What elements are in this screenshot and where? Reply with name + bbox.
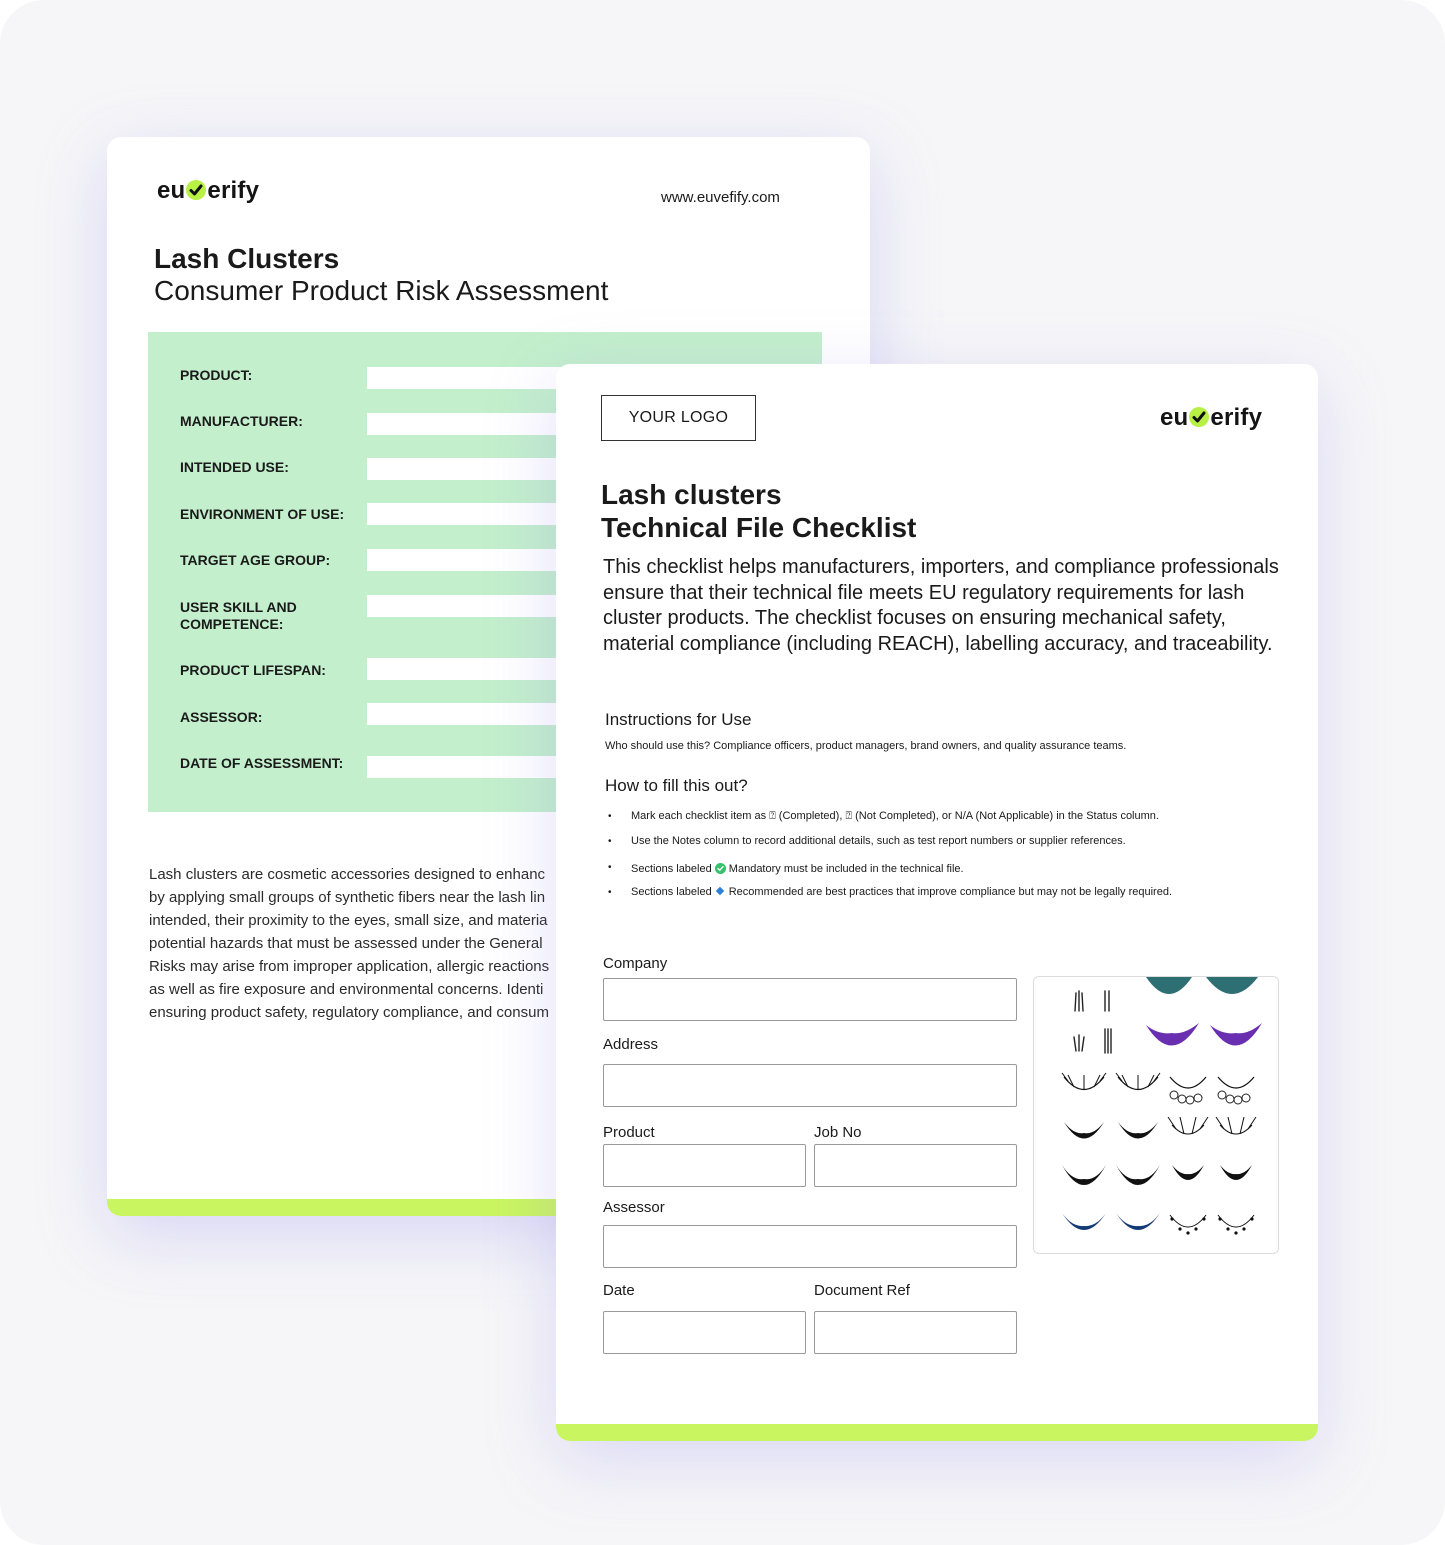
list-item: • Sections labeled Recommended are best practices that improve compliance but may not be legally required. (605, 886, 1285, 911)
check-logo-icon (1189, 407, 1209, 427)
field-label: ENVIRONMENT OF USE: (180, 506, 345, 522)
blue-lash-icon (1062, 1213, 1160, 1230)
document-subtitle: Consumer Product Risk Assessment (154, 275, 609, 306)
intro-paragraph: This checklist helps manufacturers, importers, and compliance professionals ensure that their technical file meets EU regulatory requirements for lash cluster products. The checklist focuses on ensuring mechanical safety, material compliance (including REACH), labelling accuracy, and traceability. (603, 556, 1279, 655)
diamond-icon (715, 887, 723, 895)
document-ref-label: Document Ref (814, 1282, 910, 1299)
date-input[interactable] (603, 1311, 806, 1354)
how-to-list (605, 810, 1285, 911)
check-logo-icon (186, 180, 206, 200)
job-no-input[interactable] (814, 1144, 1017, 1187)
cluster-glyph-icon (1074, 991, 1111, 1053)
list-item: • Mark each checklist item as ⍰ (Completed), ⍰ (Not Completed), or N/A (Not Applicable) in the Status column. (605, 810, 1285, 835)
dotted-lash-icon (1170, 1215, 1254, 1227)
footer-accent-bar (556, 1424, 1318, 1441)
company-label: Company (603, 955, 668, 972)
document-title: Lash clusters Technical File Checklist (601, 479, 917, 543)
address-input[interactable] (603, 1064, 1017, 1107)
euverify-logo: eu erify (157, 177, 260, 204)
field-label: TARGET AGE GROUP: (180, 552, 331, 568)
field-label: ASSESSOR: (180, 709, 263, 725)
field-label: PRODUCT LIFESPAN: (180, 662, 326, 678)
teal-lash-icon (1146, 977, 1258, 994)
job-no-label: Job No (814, 1124, 862, 1141)
company-input[interactable] (603, 978, 1017, 1021)
instructions-text: Who should use this? Compliance officers, product managers, brand owners, and quality assurance teams. (605, 740, 1127, 752)
field-label: USER SKILL AND COMPETENCE: (180, 599, 297, 632)
document-title: Lash Clusters (154, 243, 340, 274)
field-label: MANUFACTURER: (180, 413, 303, 429)
assessor-label: Assessor (603, 1199, 665, 1216)
description-paragraph: Lash clusters are cosmetic accessories designed to enhanc by applying small groups of synthetic fibers near the lash lin intended, their proximity to the eyes, small size, and materia potential hazards that must be assessed under the General Risks may arise from improper application, allergic reactions as well as fire exposure and environmental concerns. Identi ensuring product safety, regulatory compliance, and consum (149, 866, 550, 1021)
list-item: • Use the Notes column to record additional details, such as test report numbers or supplier references. (605, 835, 1285, 860)
field-label: INTENDED USE: (180, 459, 289, 475)
black-lash-icon (1062, 1122, 1252, 1185)
how-to-heading: How to fill this out? (605, 776, 748, 795)
field-label: PRODUCT: (180, 367, 253, 383)
instructions-heading: Instructions for Use (605, 710, 752, 729)
logo-placeholder: YOUR LOGO (601, 395, 756, 441)
field-label: DATE OF ASSESSMENT: (180, 755, 344, 771)
loop-lash-icon (1170, 1091, 1250, 1104)
document-ref-input[interactable] (814, 1311, 1017, 1354)
website-url[interactable]: www.euvefify.com (661, 189, 780, 206)
lash-clusters-illustration (1033, 976, 1279, 1254)
date-label: Date (603, 1282, 635, 1299)
product-label: Product (603, 1124, 655, 1141)
lash-row-icon (1064, 1077, 1254, 1090)
list-item: • Sections labeled Mandatory must be included in the technical file. (605, 861, 1285, 886)
check-circle-icon (715, 863, 726, 874)
product-input[interactable] (603, 1144, 806, 1187)
assessor-input[interactable] (603, 1225, 1017, 1268)
wispy-lash-icon (1168, 1117, 1256, 1134)
purple-lash-icon (1146, 1023, 1262, 1046)
address-label: Address (603, 1036, 659, 1053)
euverify-logo: eu erify (1160, 404, 1263, 431)
technical-file-checklist-document (556, 364, 1318, 1441)
